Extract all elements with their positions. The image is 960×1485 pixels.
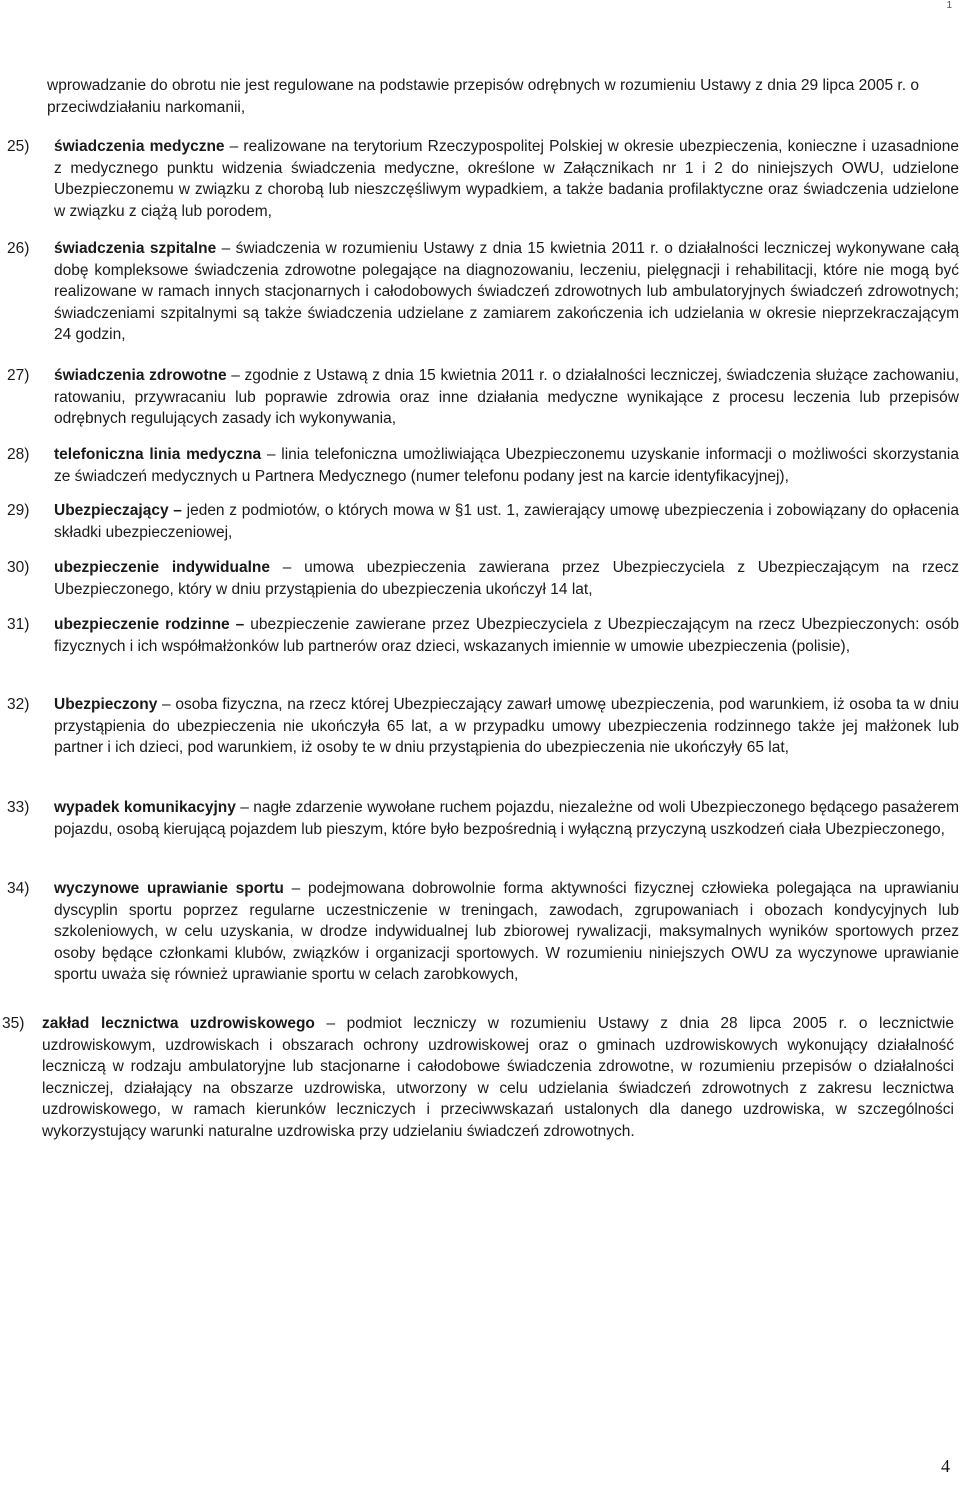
item-term: świadczenia zdrowotne [54,367,227,384]
item-term: Ubezpieczony [54,696,158,713]
item-term: ubezpieczenie indywidualne [54,559,270,576]
item-number: 25) [7,138,30,155]
item-term: świadczenia szpitalne [54,240,217,257]
item-term: Ubezpieczający – [54,502,182,519]
item-body [7,878,959,986]
item-body [7,238,959,346]
item-number: 34) [7,880,30,897]
item-term: ubezpieczenie rodzinne – [54,616,245,633]
item-number: 30) [7,559,30,576]
definition-item-28 [7,444,959,487]
item-body [7,136,959,222]
item-term: zakład lecznictwa uzdrowiskowego [42,1015,315,1032]
definition-item-35 [2,1013,954,1142]
definition-item-27 [7,365,959,430]
item-term: świadczenia medyczne [54,138,225,155]
item-body [7,614,959,657]
item-body [7,694,959,759]
item-number: 35) [2,1015,25,1032]
definition-item-30 [7,557,959,600]
definition-item-25 [7,136,959,222]
item-term: wypadek komunikacyjny [54,799,236,816]
definition-item-26 [7,238,959,346]
item-text: – świadczenia w rozumieniu Ustawy z dnia 15 kwietnia 2011 r. o działalności leczniczej wykonywane całą dobę kompleksowe świadczenia zdrowotne polegające na diagnozowaniu, leczeniu, pielęgnacji i rehabilitacji, które nie mogą być realizowane w ramach innych stacjonarnych i całodobowych świadczeń zdrowotnych lub ambulatoryjnych świadczeń zdrowotnych; świadczeniami szpitalnymi są także świadczenia udzielane z zamiarem zakończenia ich udzielania w okresie nieprzekraczającym 24 godzin, [54,240,960,343]
item-body [7,557,959,600]
item-text: jeden z podmiotów, o których mowa w §1 ust. 1, zawierający umowę ubezpieczenia i zobowiązany do opłacenia składki ubezpieczeniowej, [54,502,959,541]
definition-item-31 [7,614,959,657]
definition-item-29 [7,500,959,543]
item-number: 31) [7,616,30,633]
definition-item-33 [7,797,959,840]
definition-item-32 [7,694,959,759]
page-number: 4 [941,1456,950,1476]
item-text: ubezpieczenie zawierane przez Ubezpieczyciela z Ubezpieczającym na rzecz Ubezpieczonych: osób fizycznych i ich współmałżonków lub partnerów oraz dzieci, wskazanych imiennie w umowie ubezpieczenia (polisie), [54,616,959,655]
definition-item-34 [7,878,959,986]
item-text: – umowa ubezpieczenia zawierana przez Ubezpieczyciela z Ubezpieczającym na rzecz Ubezpieczonego, który w dniu przystąpienia do ubezpieczenia ukończył 14 lat, [54,559,959,598]
item-term: telefoniczna linia medyczna [54,446,262,463]
item-number: 28) [7,446,30,463]
item-number: 27) [7,367,30,384]
corner-mark: 1 [946,0,952,11]
item-text: – nagłe zdarzenie wywołane ruchem pojazdu, niezależne od woli Ubezpieczonego będącego pasażerem pojazdu, osobą kierującą pojazdem lub pieszym, które było bezpośrednią i wyłączną przyczyną uszkodzeń ciała Ubezpieczonego, [54,799,959,838]
intro-paragraph: wprowadzanie do obrotu nie jest regulowane na podstawie przepisów odrębnych w rozumieniu Ustawy z dnia 29 lipca 2005 r. o przeciwdziałaniu narkomanii, [47,77,919,116]
item-number: 33) [7,799,30,816]
item-body [2,1013,954,1142]
item-text: – podejmowana dobrowolnie forma aktywności fizycznej człowieka polegająca na uprawianiu dyscyplin sportu poprzez regularne uczestniczenie w treningach, zawodach, zgrupowaniach i obozach kondycyjnych lub szkoleniowych, w celu uzyskania, w drodze indywidualnej lub zbiorowej rywalizacji, maksymalnych wyników sportowych przez osoby będące członkami klubów, związków i organizacji sportowych. W rozumieniu niniejszych OWU za wyczynowe uprawianie sportu uważa się również uprawianie sportu w celach zarobkowych, [54,880,959,983]
item-number: 29) [7,502,30,519]
item-body [7,797,959,840]
item-number: 26) [7,240,30,257]
item-body [7,365,959,430]
item-text: – osoba fizyczna, na rzecz której Ubezpieczający zawarł umowę ubezpieczenia, pod warunkiem, iż osoba ta w dniu przystąpienia do ubezpieczenia nie ukończyła 65 lat, a w przypadku umowy ubezpieczenia rodzinnego także jej małżonek lub partner i ich dzieci, pod warunkiem, iż osoby te w dniu przystąpienia do ubezpieczenia nie ukończyły 65 lat, [54,696,959,756]
item-body [7,500,959,543]
item-text: – podmiot leczniczy w rozumieniu Ustawy z dnia 28 lipca 2005 r. o lecznictwie uzdrowiskowym, uzdrowiskach i obszarach ochrony uzdrowiskowej oraz o gminach uzdrowiskowych wykonujący działalność leczniczą w rodzaju ambulatoryjne lub stacjonarne i całodobowe świadczenia zdrowotne, w rozumieniu przepisów o działalności leczniczej, działający na obszarze uzdrowiska, utworzony w celu udzielania świadczeń zdrowotnych z zakresu lecznictwa uzdrowiskowego, w ramach kierunków leczniczych i przeciwwskazań ustalonych dla danego uzdrowiska, w szczególności wykorzystujący warunki naturalne uzdrowiska przy udzielaniu świadczeń zdrowotnych. [42,1015,954,1140]
item-text: – linia telefoniczna umożliwiająca Ubezpieczonemu uzyskanie informacji o możliwości skorzystania ze świadczeń medycznych u Partnera Medycznego (numer telefonu podany jest na karcie identyfikacyjnej), [54,446,959,485]
item-term: wyczynowe uprawianie sportu [54,880,284,897]
item-body [7,444,959,487]
item-text: – zgodnie z Ustawą z dnia 15 kwietnia 2011 r. o działalności leczniczej, świadczenia służące zachowaniu, ratowaniu, przywracaniu lub poprawie zdrowia oraz inne działania medyczne wynikające z procesu leczenia lub przepisów odrębnych regulujących zasady ich wykonywania, [54,367,959,427]
item-number: 32) [7,696,30,713]
item-text: – realizowane na terytorium Rzeczypospolitej Polskiej w okresie ubezpieczenia, konieczne i uzasadnione z medycznego punktu widzenia świadczenia medyczne, określone w Załącznikach nr 1 i 2 do niniejszych OWU, udzielone Ubezpieczonemu w związku z chorobą lub nieszczęśliwym wypadkiem, a także badania profilaktyczne oraz świadczenia udzielone w związku z ciążą lub porodem, [54,138,959,220]
